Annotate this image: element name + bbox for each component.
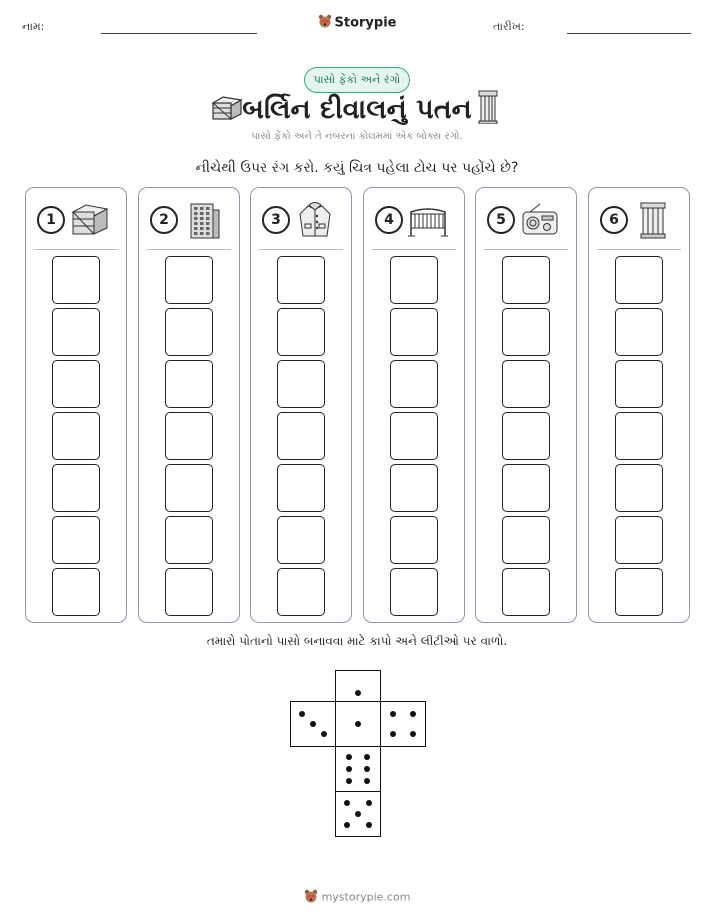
dice-pip [346, 778, 352, 784]
color-box[interactable] [390, 256, 438, 304]
instruction-question: નીચેથી ઉપર રંગ કરો. કયું ચિત્ર પહેલા ટોચ પર પહોંચે છે? [195, 160, 519, 176]
bear-logo-icon [304, 889, 318, 906]
color-box[interactable] [502, 568, 550, 616]
divider [484, 249, 568, 250]
dice-face [335, 746, 381, 792]
column-number: 2 [150, 206, 178, 234]
dice-pip [346, 766, 352, 772]
dice-pip [344, 800, 350, 806]
color-box[interactable] [390, 516, 438, 564]
color-box[interactable] [502, 464, 550, 512]
dice-pip [355, 721, 361, 727]
footer-url: mystorypie.com [321, 890, 411, 904]
date-line[interactable] [567, 33, 691, 34]
color-box[interactable] [615, 412, 663, 460]
wall-pillar-icon [633, 200, 673, 240]
color-box[interactable] [165, 256, 213, 304]
color-box[interactable] [615, 516, 663, 564]
dice-face [335, 791, 381, 837]
dice-pip [364, 754, 370, 760]
dice-pip [310, 721, 316, 727]
color-box[interactable] [502, 308, 550, 356]
column-3 [250, 187, 352, 623]
color-box[interactable] [615, 464, 663, 512]
color-box[interactable] [615, 308, 663, 356]
color-box[interactable] [52, 360, 100, 408]
dice-pip [410, 711, 416, 717]
name-line[interactable] [101, 33, 257, 34]
date-label: તારીખ: [493, 20, 525, 33]
barrier-fence-icon [408, 200, 448, 240]
color-box[interactable] [52, 412, 100, 460]
divider [597, 249, 681, 250]
color-box[interactable] [277, 516, 325, 564]
column-2 [138, 187, 240, 623]
dice-pip [410, 731, 416, 737]
dice-pip [364, 778, 370, 784]
name-label: નામ: [22, 20, 45, 33]
column-5 [475, 187, 577, 623]
column-number: 6 [600, 206, 628, 234]
color-box[interactable] [277, 360, 325, 408]
apartment-building-icon [183, 200, 223, 240]
page-title: બર્લિન દીવાલનું પતન [242, 94, 472, 125]
color-box[interactable] [390, 412, 438, 460]
cut-instruction: તમારો પોતાનો પાસો બનાવવા માટે કાપો અને લીટીઓ પર વાળો. [206, 634, 508, 648]
color-box[interactable] [277, 568, 325, 616]
dice-face [290, 701, 336, 747]
wall-pillar-icon [478, 90, 498, 128]
divider [34, 249, 118, 250]
color-box[interactable] [165, 412, 213, 460]
color-box[interactable] [165, 360, 213, 408]
color-box[interactable] [165, 464, 213, 512]
color-box[interactable] [52, 464, 100, 512]
crate-icon [70, 200, 110, 240]
dice-pip [346, 754, 352, 760]
color-box[interactable] [277, 256, 325, 304]
column-number: 4 [375, 206, 403, 234]
dice-pip [355, 690, 361, 696]
color-box[interactable] [165, 568, 213, 616]
dice-pip [390, 731, 396, 737]
dice-pip [321, 731, 327, 737]
color-box[interactable] [277, 412, 325, 460]
column-1 [25, 187, 127, 623]
color-box[interactable] [615, 568, 663, 616]
dice-pip [366, 822, 372, 828]
color-box[interactable] [502, 360, 550, 408]
color-box[interactable] [390, 464, 438, 512]
bear-logo-icon [318, 14, 332, 32]
brand-name: Storypie [334, 15, 397, 31]
color-box[interactable] [277, 464, 325, 512]
subtitle: પાસો ફેંકો અને તે નંબરના કોલમમાં એક બોક્સ રંગો. [251, 131, 463, 142]
dice-pip [299, 711, 305, 717]
column-4 [363, 187, 465, 623]
activity-badge: પાસો ફેંકો અને રંગો [304, 67, 410, 93]
color-box[interactable] [390, 568, 438, 616]
dice-pip [390, 711, 396, 717]
color-box[interactable] [52, 256, 100, 304]
color-box[interactable] [277, 308, 325, 356]
divider [259, 249, 343, 250]
color-box[interactable] [165, 308, 213, 356]
color-box[interactable] [165, 516, 213, 564]
color-box[interactable] [390, 360, 438, 408]
color-box[interactable] [390, 308, 438, 356]
color-box[interactable] [615, 256, 663, 304]
column-number: 5 [487, 206, 515, 234]
radio-icon [520, 200, 560, 240]
dice-pip [344, 822, 350, 828]
coat-icon [295, 200, 335, 240]
dice-face [380, 701, 426, 747]
color-box[interactable] [52, 308, 100, 356]
brand-logo [0, 14, 714, 32]
divider [372, 249, 456, 250]
color-box[interactable] [502, 256, 550, 304]
dice-pip [366, 800, 372, 806]
color-box[interactable] [52, 516, 100, 564]
footer [0, 889, 714, 906]
color-box[interactable] [615, 360, 663, 408]
divider [147, 249, 231, 250]
column-number: 3 [262, 206, 290, 234]
color-box[interactable] [52, 568, 100, 616]
color-box[interactable] [502, 516, 550, 564]
dice-face [335, 701, 381, 747]
color-box[interactable] [502, 412, 550, 460]
column-number: 1 [37, 206, 65, 234]
dice-pip [364, 766, 370, 772]
dice-pip [355, 811, 361, 817]
column-6 [588, 187, 690, 623]
